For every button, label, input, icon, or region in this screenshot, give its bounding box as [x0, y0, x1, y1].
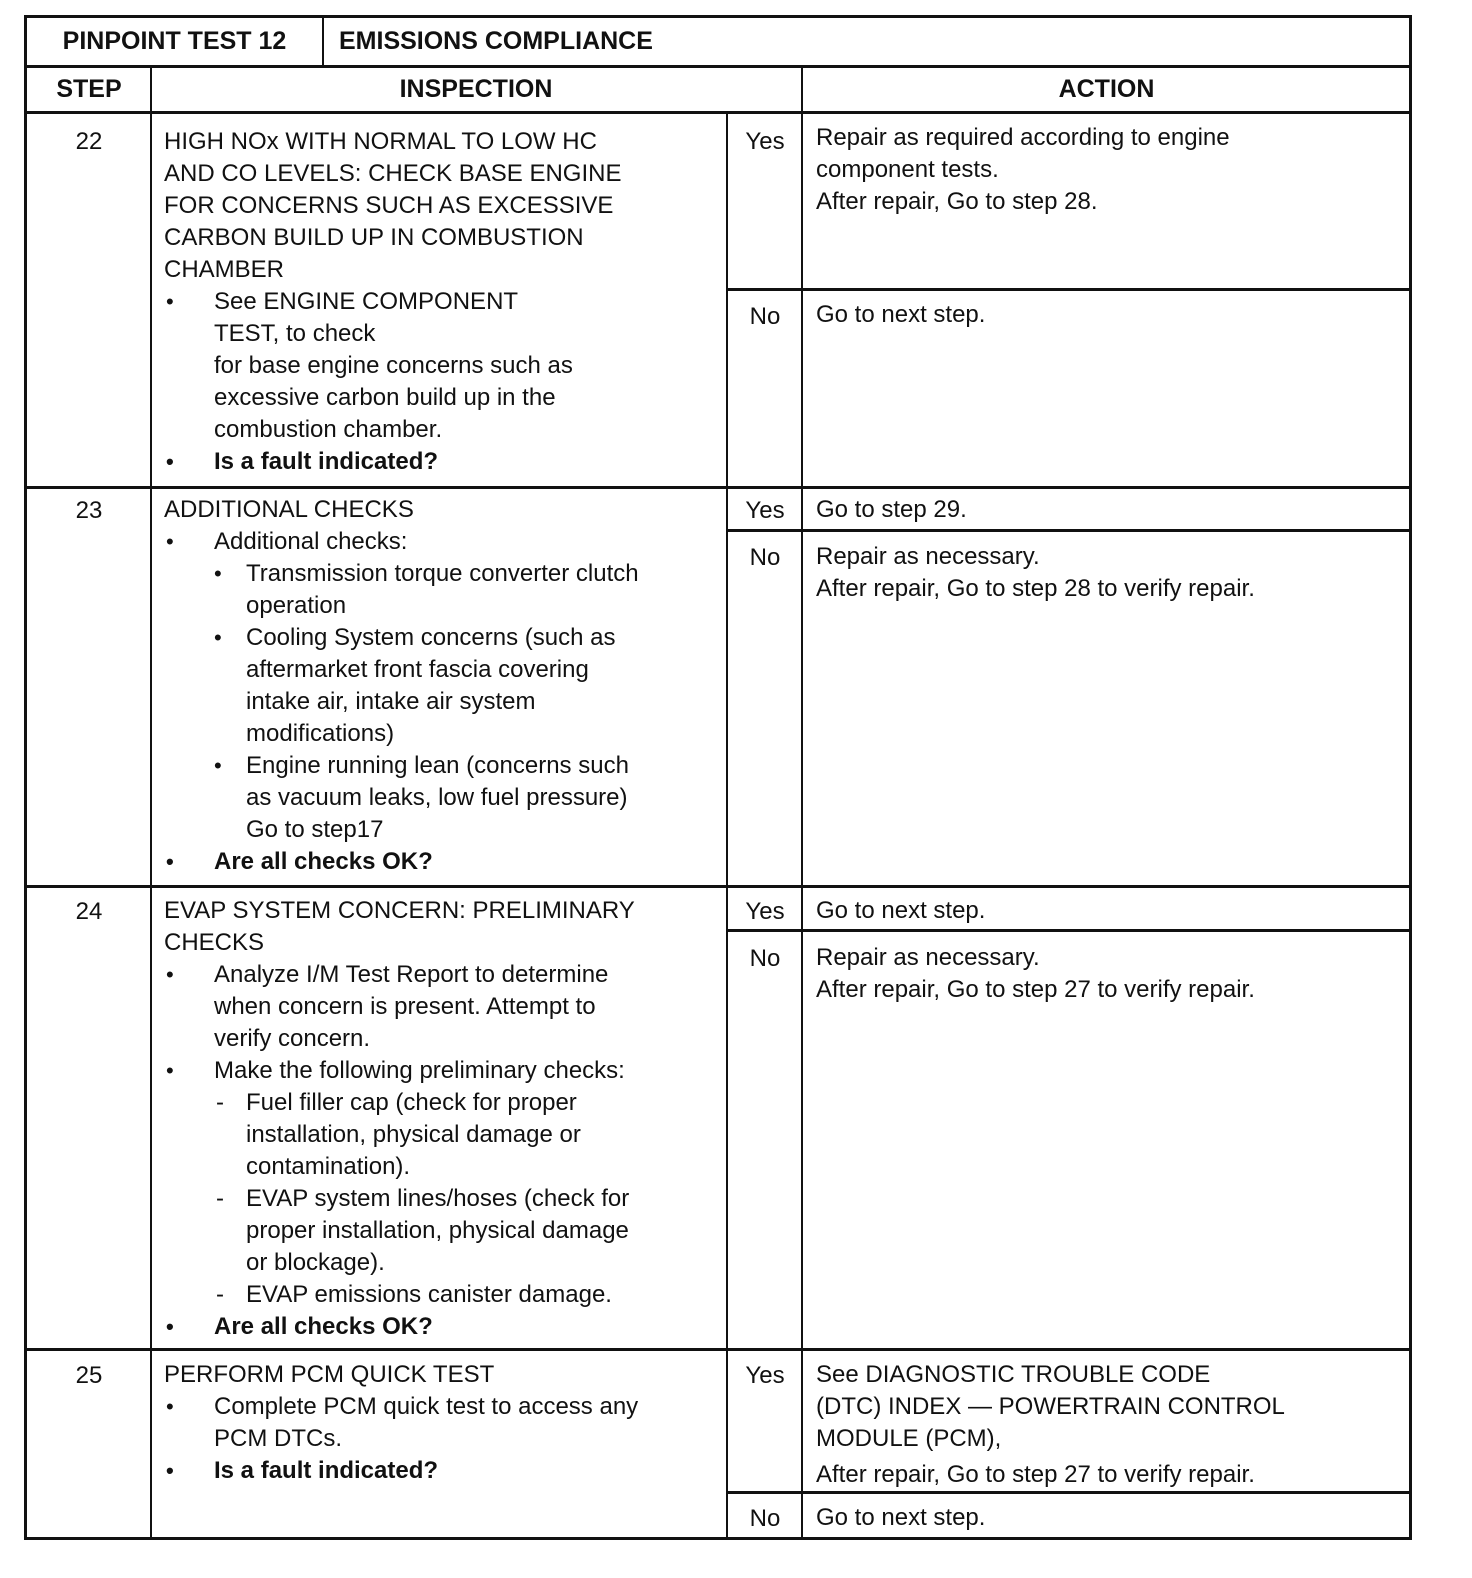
question-text: • Are all checks OK? [214, 848, 433, 875]
bullet-text: when concern is present. Attempt to [214, 993, 596, 1020]
no-action [816, 942, 1406, 1006]
action-text: (DTC) INDEX — POWERTRAIN CONTROL [816, 1393, 1285, 1420]
action-text: After repair, Go to step 28 to verify repair. [816, 575, 1255, 602]
sub-bullet-text: Go to step17 [246, 816, 384, 843]
action-text: Repair as necessary. [816, 543, 1040, 570]
header-step: STEP [27, 68, 151, 114]
sub-bullet-text: as vacuum leaks, low fuel pressure) [246, 784, 628, 811]
yes-action [816, 895, 1406, 927]
test-name: EMISSIONS COMPLIANCE [339, 27, 653, 55]
dash-item [164, 1183, 724, 1279]
bullet-text: • Analyze I/M Test Report to determine [214, 961, 609, 988]
dash-text: or blockage). [246, 1249, 385, 1276]
bullet-item [164, 1391, 724, 1455]
bullet-text: excessive carbon build up in the [214, 384, 556, 411]
inspection-step-23 [164, 494, 724, 878]
yes-label: Yes [745, 497, 785, 524]
question-item [164, 1311, 724, 1343]
action-text: Go to step 29. [816, 496, 967, 523]
dash-text: contamination). [246, 1153, 411, 1180]
bullet-text: combustion chamber. [214, 416, 443, 443]
bullet-text: TEST, to check [214, 320, 376, 347]
sub-bullet-item [164, 622, 724, 750]
bullet-text: • See ENGINE COMPONENT [214, 288, 519, 315]
dash-text: - Fuel filler cap (check for proper [246, 1089, 577, 1116]
question-item [164, 846, 724, 878]
dash-text: - EVAP emissions canister damage. [246, 1281, 612, 1308]
sub-bullet-item [164, 558, 724, 622]
action-text: Go to next step. [816, 897, 986, 924]
action-text: After repair, Go to step 27 to verify repair. [816, 976, 1255, 1003]
test-number: PINPOINT TEST 12 [27, 18, 324, 65]
pinpoint-test-table [24, 15, 1412, 1540]
no-label: No [749, 945, 781, 972]
dash-text: proper installation, physical damage [246, 1217, 629, 1244]
yes-action [816, 122, 1406, 218]
inspection-step-25 [164, 1359, 724, 1487]
inspection-heading: CHAMBER [164, 256, 285, 283]
inspection-step-22 [164, 126, 724, 478]
step-number: 23 [75, 497, 103, 524]
bullet-text: for base engine concerns such as [214, 352, 573, 379]
yes-label: Yes [745, 1362, 785, 1389]
yes-no-divider [726, 529, 1412, 532]
step-number: 25 [75, 1362, 103, 1389]
inspection-heading: AND CO LEVELS: CHECK BASE ENGINE [164, 160, 622, 187]
bullet-item [164, 1055, 724, 1087]
step-number: 22 [75, 128, 103, 155]
action-text: Go to next step. [816, 1504, 986, 1531]
yes-no-divider [726, 929, 1412, 932]
sub-bullet-text: • Engine running lean (concerns such [246, 752, 629, 779]
inspection-heading: PERFORM PCM QUICK TEST [164, 1361, 495, 1388]
dash-item [164, 1279, 724, 1311]
sub-bullet-text: • Cooling System concerns (such as [246, 624, 616, 651]
bullet-text: • Additional checks: [214, 528, 408, 555]
bullet-item [164, 526, 724, 558]
sub-bullet-item [164, 750, 724, 846]
yes-no-divider [726, 288, 1412, 291]
sub-bullet-text: modifications) [246, 720, 395, 747]
yes-no-divider [726, 1491, 1412, 1494]
no-label: No [749, 303, 781, 330]
question-text: • Is a fault indicated? [214, 1457, 439, 1484]
dash-text: installation, physical damage or [246, 1121, 581, 1148]
dash-text: - EVAP system lines/hoses (check for [246, 1185, 630, 1212]
dash-item [164, 1087, 724, 1183]
action-text: After repair, Go to step 28. [816, 188, 1098, 215]
yes-label: Yes [745, 128, 785, 155]
inspection-heading: CARBON BUILD UP IN COMBUSTION [164, 224, 584, 251]
bullet-text: • Make the following preliminary checks: [214, 1057, 625, 1084]
question-text: • Are all checks OK? [214, 1313, 433, 1340]
bullet-text: PCM DTCs. [214, 1425, 342, 1452]
inspection-heading: EVAP SYSTEM CONCERN: PRELIMINARY [164, 897, 635, 924]
sub-bullet-text: • Transmission torque converter clutch [246, 560, 639, 587]
no-action [816, 541, 1406, 605]
inspection-heading: HIGH NOx WITH NORMAL TO LOW HC [164, 128, 597, 155]
action-text: Go to next step. [816, 301, 986, 328]
header-inspection: INSPECTION [151, 68, 801, 114]
sub-bullet-text: aftermarket front fascia covering [246, 656, 589, 683]
bullet-item [164, 286, 724, 446]
yes-label: Yes [745, 898, 785, 925]
title-row [27, 18, 1409, 68]
divider-step [150, 68, 152, 1540]
bullet-text: verify concern. [214, 1025, 371, 1052]
no-label: No [749, 1505, 781, 1532]
inspection-heading: FOR CONCERNS SUCH AS EXCESSIVE [164, 192, 614, 219]
action-text: Repair as necessary. [816, 944, 1040, 971]
question-item [164, 1455, 724, 1487]
action-text: MODULE (PCM), [816, 1425, 1002, 1452]
step-number: 24 [75, 898, 103, 925]
question-item [164, 446, 724, 478]
header-action: ACTION [801, 68, 1412, 114]
yes-action [816, 494, 1406, 526]
no-action [816, 299, 1406, 331]
sub-bullet-text: intake air, intake air system [246, 688, 536, 715]
inspection-step-24 [164, 895, 724, 1343]
row-divider [27, 885, 1412, 888]
row-divider [27, 486, 1412, 489]
action-text: After repair, Go to step 27 to verify repair. [816, 1461, 1255, 1488]
action-text: See DIAGNOSTIC TROUBLE CODE [816, 1361, 1211, 1388]
action-text: Repair as required according to engine [816, 124, 1230, 151]
no-action [816, 1502, 1406, 1534]
sub-bullet-text: operation [246, 592, 347, 619]
action-text: component tests. [816, 156, 999, 183]
yes-action [816, 1359, 1406, 1491]
inspection-heading: ADDITIONAL CHECKS [164, 496, 414, 523]
bullet-text: • Complete PCM quick test to access any [214, 1393, 639, 1420]
no-label: No [749, 544, 781, 571]
inspection-heading: CHECKS [164, 929, 265, 956]
bullet-item [164, 959, 724, 1055]
row-divider [27, 1348, 1412, 1351]
question-text: • Is a fault indicated? [214, 448, 439, 475]
